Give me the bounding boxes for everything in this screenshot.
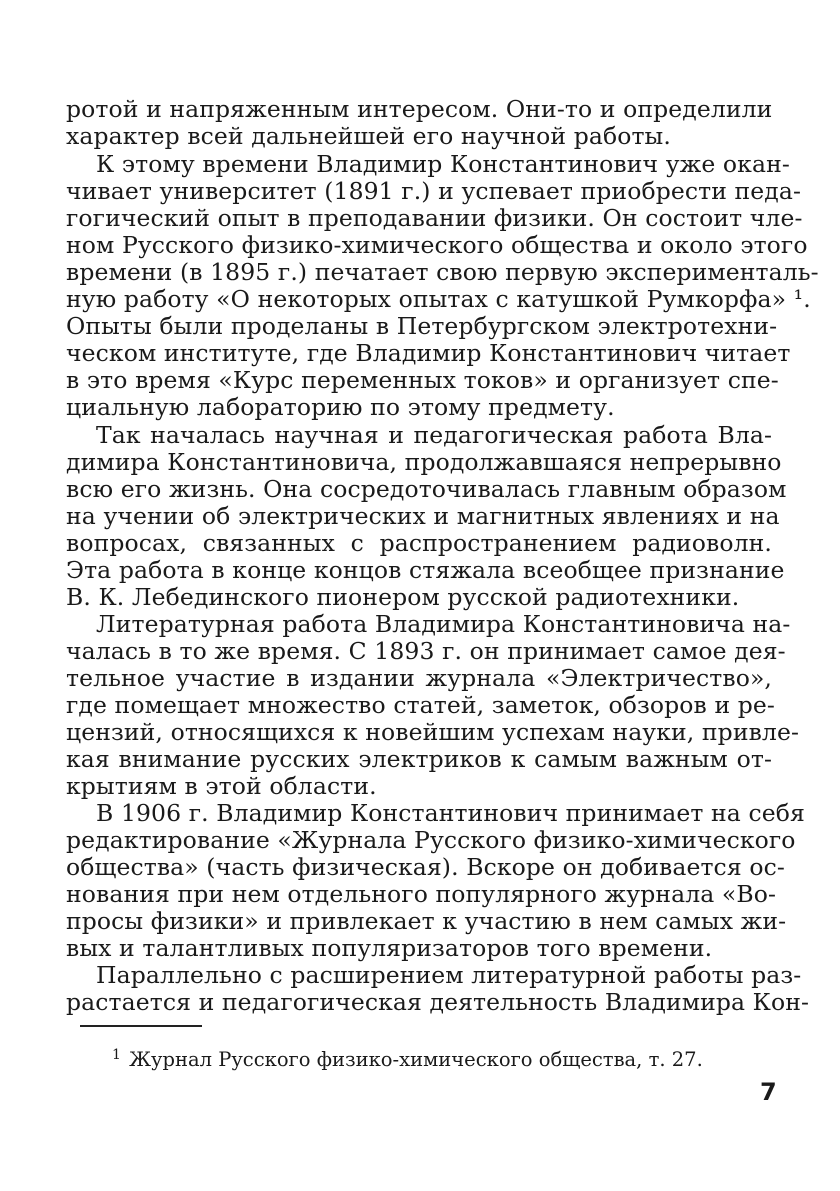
text-line: К этому времени Владимир Константинович уже окан- [96,150,790,178]
text-line: цензий, относящихся к новейшим успехам науки, привле- [66,718,799,746]
text-line: кая внимание русских электриков к самым важным от- [66,745,772,773]
text-line: просы физики» и привлекает к участию в нем самых жи- [66,907,787,935]
text-line: на учении об электрических и магнитных явлениях и на [66,502,780,530]
text-line: Параллельно с расширением литературной работы раз- [96,961,802,989]
footnote-marker: 1 [112,1047,121,1063]
text-line: циальную лабораторию по этому предмету. [66,393,615,421]
text-line: чалась в то же время. С 1893 г. он принимает самое дея- [66,637,786,665]
text-line: Литературная работа Владимира Константиновича на- [96,610,791,638]
text-line: ческом институте, где Владимир Константинович читает [66,339,791,367]
text-line: растается и педагогическая деятельность Владимира Кон- [66,988,810,1016]
text-line: крытиям в этой области. [66,772,377,800]
text-line: редактирование «Журнала Русского физико-химического [66,826,796,854]
text-line: тельное участие в издании журнала «Электричество», [66,664,772,692]
text-line: где помещает множество статей, заметок, обзоров и ре- [66,691,775,719]
text-line: В. К. Лебединского пионером русской радиотехники. [66,583,740,611]
footnote-text: Журнал Русского физико-химического общества, т. 27. [129,1048,703,1071]
text-line: ротой и напряженным интересом. Они-то и определили [66,95,773,123]
text-line: времени (в 1895 г.) печатает свою первую эксперименталь- [66,258,819,286]
text-line: Так началась научная и педагогическая работа Вла- [96,421,772,449]
text-line: чивает университет (1891 г.) и успевает приобрести педа- [66,177,802,205]
text-line: вопросах, связанных с распространением радиоволн. [66,529,772,557]
text-line: в это время «Курс переменных токов» и организует спе- [66,366,779,394]
text-line: ную работу «О некоторых опытах с катушкой Румкорфа» ¹. [66,285,811,313]
text-line: общества» (часть физическая). Вскоре он добивается ос- [66,853,785,881]
text-line: нования при нем отдельного популярного журнала «Во- [66,880,777,908]
text-line: Опыты были проделаны в Петербургском электротехни- [66,312,778,340]
text-line: всю его жизнь. Она сосредоточивалась главным образом [66,475,787,503]
text-line: гогический опыт в преподавании физики. Он состоит чле- [66,204,803,232]
text-line: ном Русского физико-химического общества и около этого [66,231,808,259]
footnote-separator [80,1025,202,1027]
footnote [112,1043,703,1072]
text-line: характер всей дальнейшей его научной работы. [66,122,671,150]
text-line: В 1906 г. Владимир Константинович принимает на себя [96,799,805,827]
text-line: Эта работа в конце концов стяжала всеобщее признание [66,556,785,584]
text-line: димира Константиновича, продолжавшаяся непрерывно [66,448,782,476]
text-line: вых и талантливых популяризаторов того времени. [66,934,713,962]
page-number: 7 [760,1078,777,1106]
